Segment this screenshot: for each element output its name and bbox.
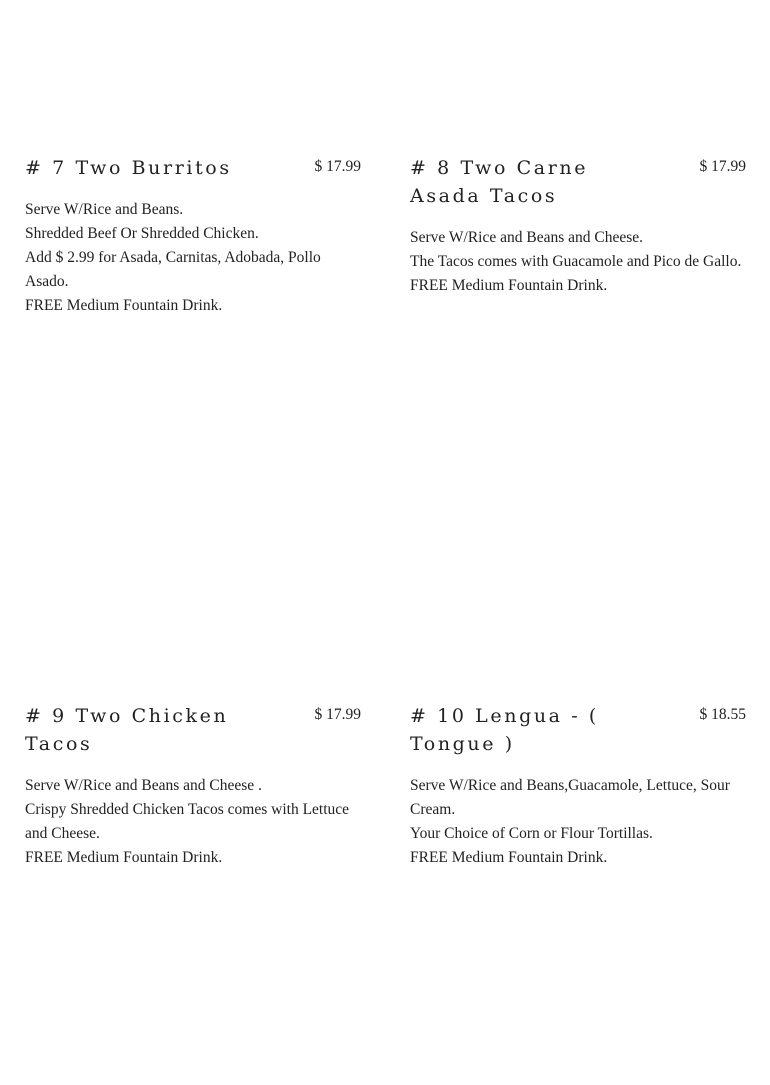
description-line: Shredded Beef Or Shredded Chicken. bbox=[25, 225, 259, 242]
description-line: FREE Medium Fountain Drink. bbox=[25, 297, 223, 314]
menu-item-description bbox=[410, 226, 746, 298]
menu-item-title: # 10 Lengua - ( Tongue ) bbox=[410, 705, 599, 755]
description-line: Serve W/Rice and Beans and Cheese. bbox=[410, 229, 643, 246]
menu-item-header bbox=[25, 702, 361, 758]
menu-item-9 bbox=[25, 702, 361, 870]
description-line: Add $ 2.99 for Asada, Carnitas, Adobada, Pollo Asado. bbox=[25, 249, 321, 290]
menu-item-price: $ 17.99 bbox=[314, 706, 361, 723]
menu-item-description bbox=[410, 774, 746, 870]
menu-item-title: # 8 Two Carne Asada Tacos bbox=[410, 157, 589, 207]
menu-item-header bbox=[25, 154, 361, 182]
description-line: Serve W/Rice and Beans and Cheese . bbox=[25, 777, 262, 794]
menu-item-10 bbox=[410, 702, 746, 870]
description-line: The Tacos comes with Guacamole and Pico de Gallo. bbox=[410, 253, 742, 270]
menu-item-header bbox=[410, 154, 746, 210]
description-line: Crispy Shredded Chicken Tacos comes with Lettuce and Cheese. bbox=[25, 801, 350, 842]
menu-item-price: $ 17.99 bbox=[699, 158, 746, 175]
description-line: FREE Medium Fountain Drink. bbox=[25, 849, 223, 866]
menu-item-description bbox=[25, 774, 361, 870]
description-line: FREE Medium Fountain Drink. bbox=[410, 849, 608, 866]
menu-item-price: $ 18.55 bbox=[699, 706, 746, 723]
menu-item-header bbox=[410, 702, 746, 758]
menu-item-8 bbox=[410, 154, 746, 298]
menu-item-title: # 7 Two Burritos bbox=[25, 157, 232, 179]
menu-item-7 bbox=[25, 154, 361, 318]
menu-item-price: $ 17.99 bbox=[314, 158, 361, 175]
description-line: Your Choice of Corn or Flour Tortillas. bbox=[410, 825, 653, 842]
description-line: FREE Medium Fountain Drink. bbox=[410, 277, 608, 294]
description-line: Serve W/Rice and Beans,Guacamole, Lettuce, Sour Cream. bbox=[410, 777, 730, 818]
description-line: Serve W/Rice and Beans. bbox=[25, 201, 184, 218]
menu-item-title: # 9 Two Chicken Tacos bbox=[25, 705, 229, 755]
menu-item-description bbox=[25, 198, 361, 318]
